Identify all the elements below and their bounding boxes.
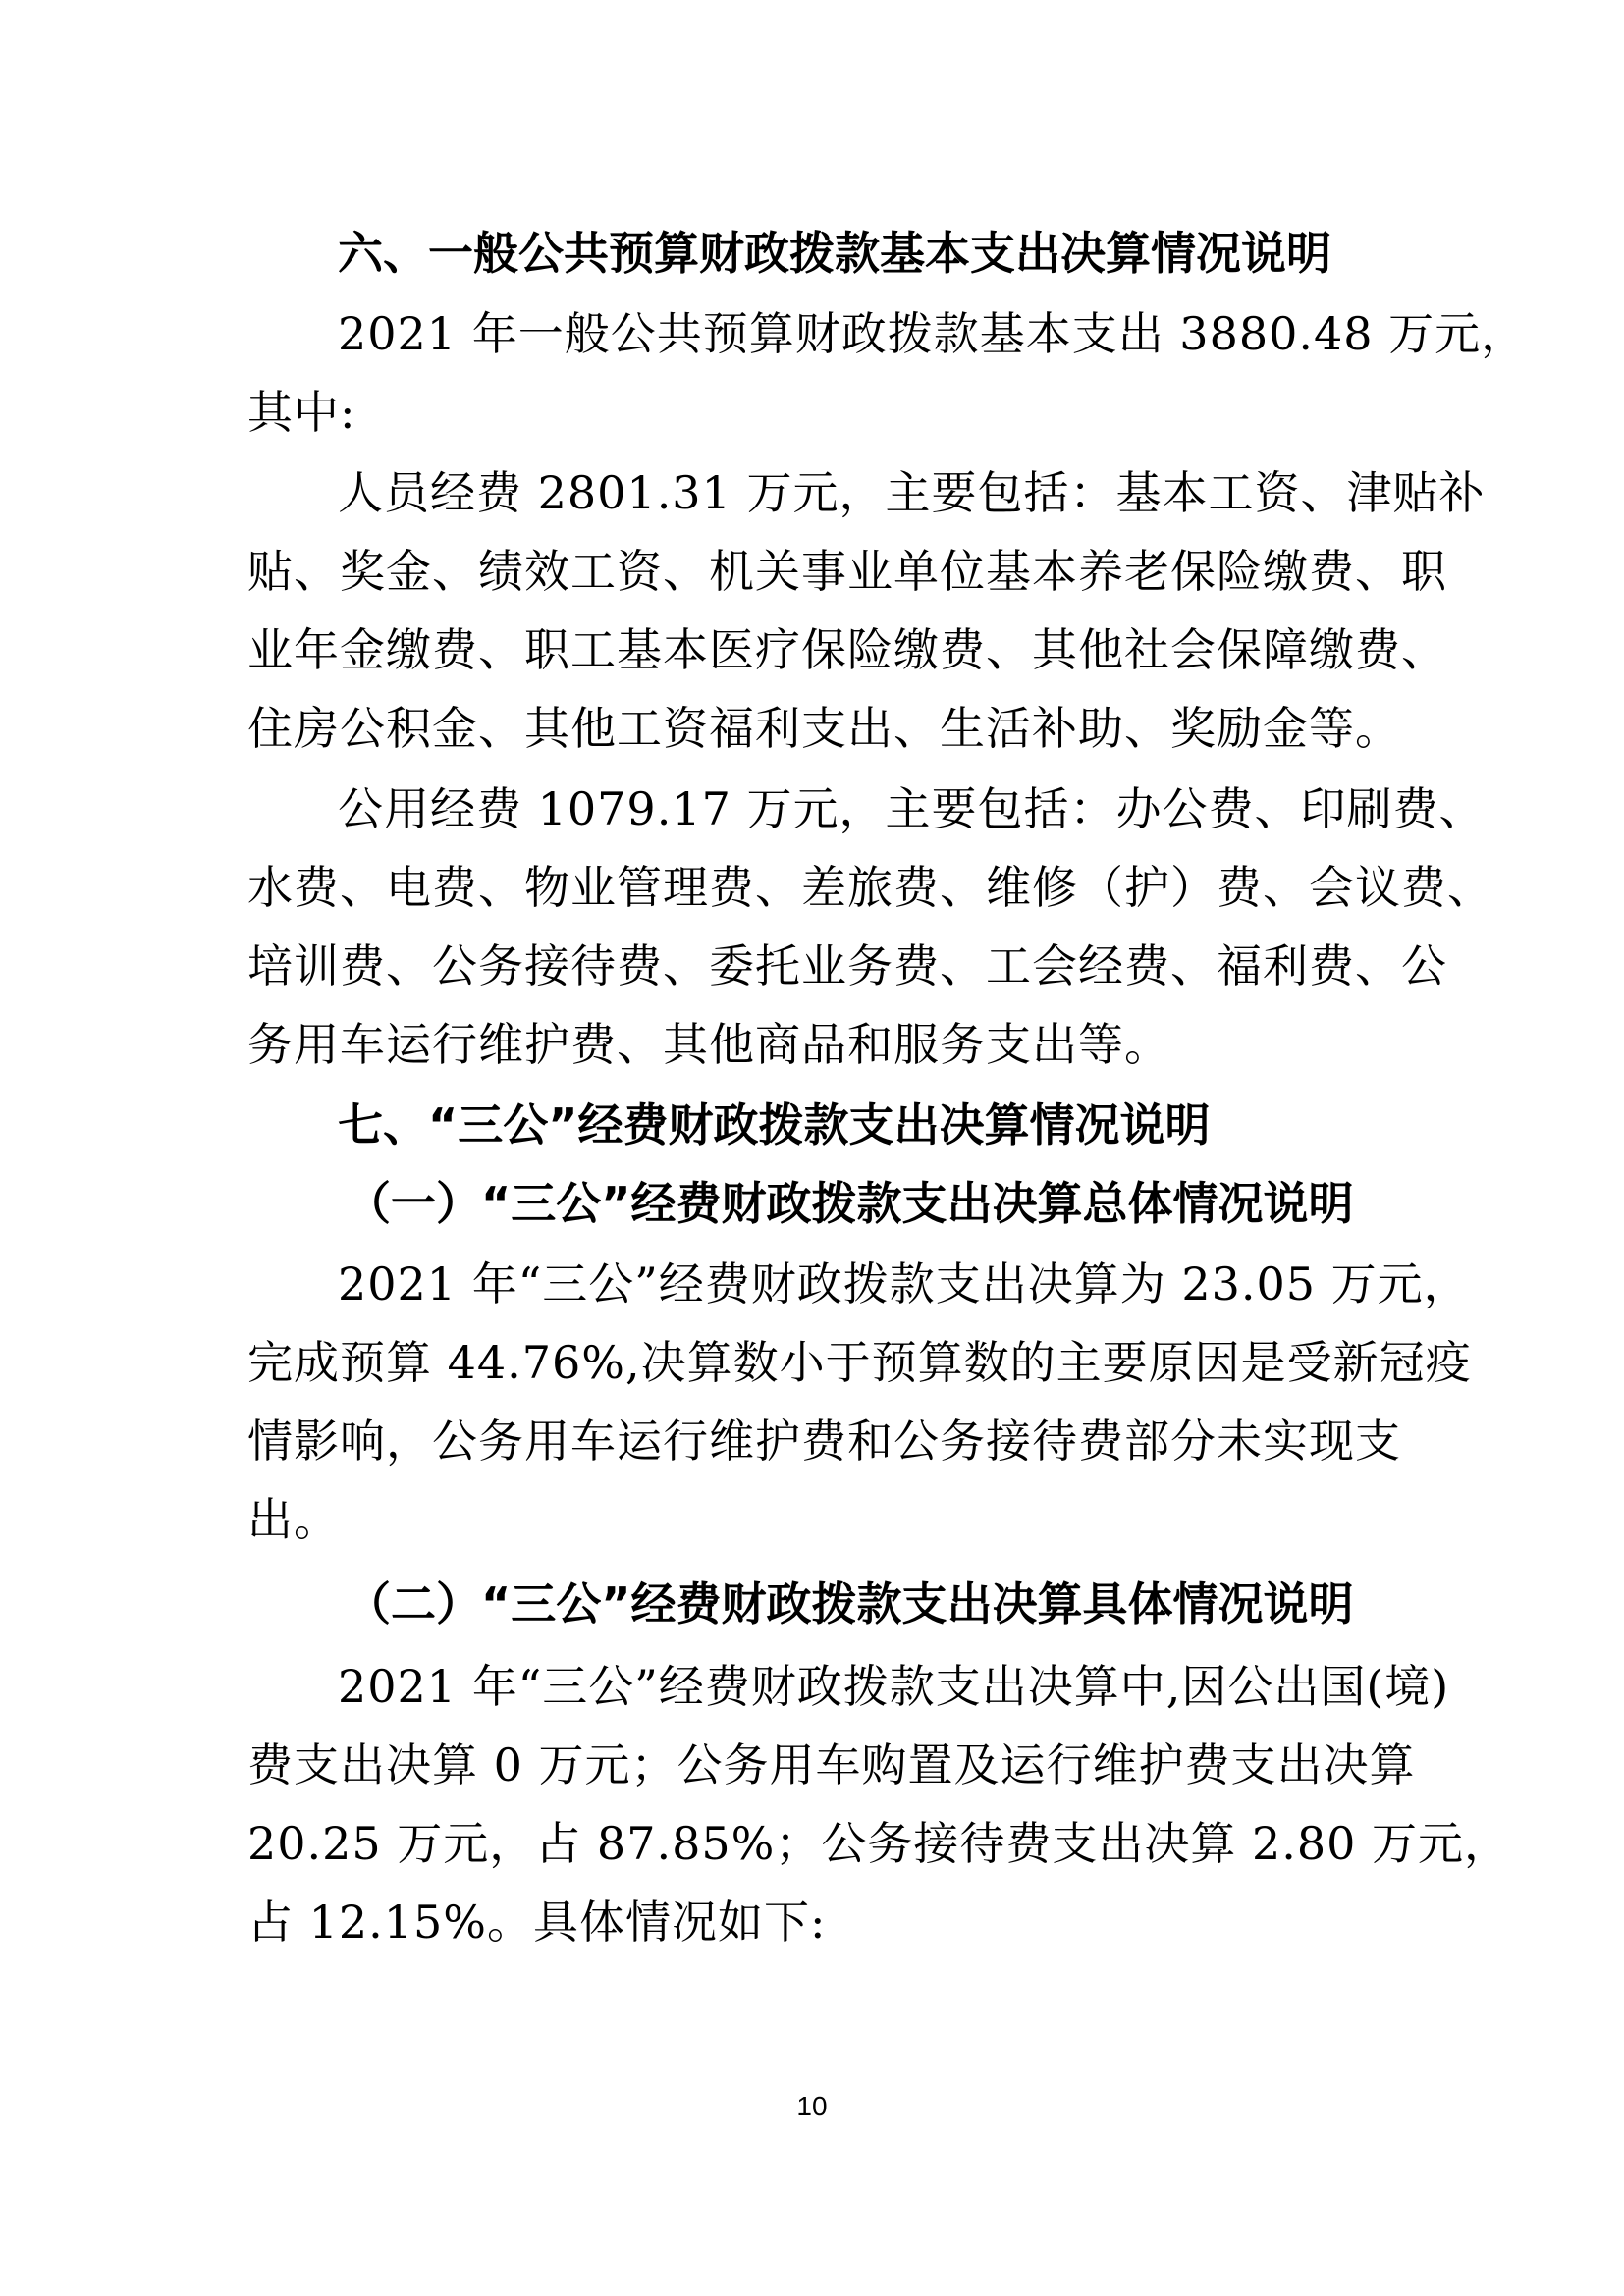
section-7-2-paragraph-line-1: 2021 年“三公”经费财政拨款支出决算中,因公出国(境) bbox=[338, 1660, 1450, 1713]
section-7-1-paragraph-line-3: 情影响，公务用车运行维护费和公务接待费部分未实现支 bbox=[247, 1415, 1401, 1468]
section-6-paragraph-2-line-4: 住房公积金、其他工资福利支出、生活补助、奖励金等。 bbox=[247, 702, 1401, 755]
section-7-1-paragraph-line-2: 完成预算 44.76%,决算数小于预算数的主要原因是受新冠疫 bbox=[247, 1336, 1472, 1389]
section-6-paragraph-2-line-3: 业年金缴费、职工基本医疗保险缴费、其他社会保障缴费、 bbox=[247, 623, 1447, 676]
section-6-paragraph-1-line-2: 其中: bbox=[247, 386, 356, 439]
page-number: 10 bbox=[796, 2091, 828, 2121]
section-6-paragraph-2-line-1: 人员经费 2801.31 万元，主要包括：基本工资、津贴补 bbox=[338, 466, 1486, 519]
section-7-subheading-2: （二）“三公”经费财政拨款支出决算具体情况说明 bbox=[346, 1577, 1354, 1630]
section-7-heading: 七、“三公”经费财政拨款支出决算情况说明 bbox=[338, 1098, 1211, 1151]
section-6-heading: 六、一般公共预算财政拨款基本支出决算情况说明 bbox=[338, 227, 1331, 280]
section-7-2-paragraph-line-2: 费支出决算 0 万元；公务用车购置及运行维护费支出决算 bbox=[247, 1738, 1416, 1791]
section-6-paragraph-1-line-1: 2021 年一般公共预算财政拨款基本支出 3880.48 万元， bbox=[338, 307, 1528, 360]
section-6-paragraph-3-line-3: 培训费、公务接待费、委托业务费、工会经费、福利费、公 bbox=[247, 939, 1447, 992]
section-7-subheading-1: （一）“三公”经费财政拨款支出决算总体情况说明 bbox=[346, 1177, 1354, 1230]
section-6-paragraph-3-line-4: 务用车运行维护费、其他商品和服务支出等。 bbox=[247, 1018, 1170, 1071]
section-6-paragraph-3-line-2: 水费、电费、物业管理费、差旅费、维修（护）费、会议费、 bbox=[247, 861, 1493, 914]
section-6-paragraph-3-line-1: 公用经费 1079.17 万元，主要包括：办公费、印刷费、 bbox=[338, 782, 1486, 835]
section-7-1-paragraph-line-4: 出。 bbox=[247, 1493, 340, 1546]
section-7-1-paragraph-line-1: 2021 年“三公”经费财政拨款支出决算为 23.05 万元， bbox=[338, 1257, 1470, 1310]
section-7-2-paragraph-line-4: 占 12.15%。具体情况如下: bbox=[247, 1896, 827, 1949]
section-6-paragraph-2-line-2: 贴、奖金、绩效工资、机关事业单位基本养老保险缴费、职 bbox=[247, 545, 1447, 598]
section-7-2-paragraph-line-3: 20.25 万元，占 87.85%；公务接待费支出决算 2.80 万元， bbox=[247, 1817, 1510, 1870]
